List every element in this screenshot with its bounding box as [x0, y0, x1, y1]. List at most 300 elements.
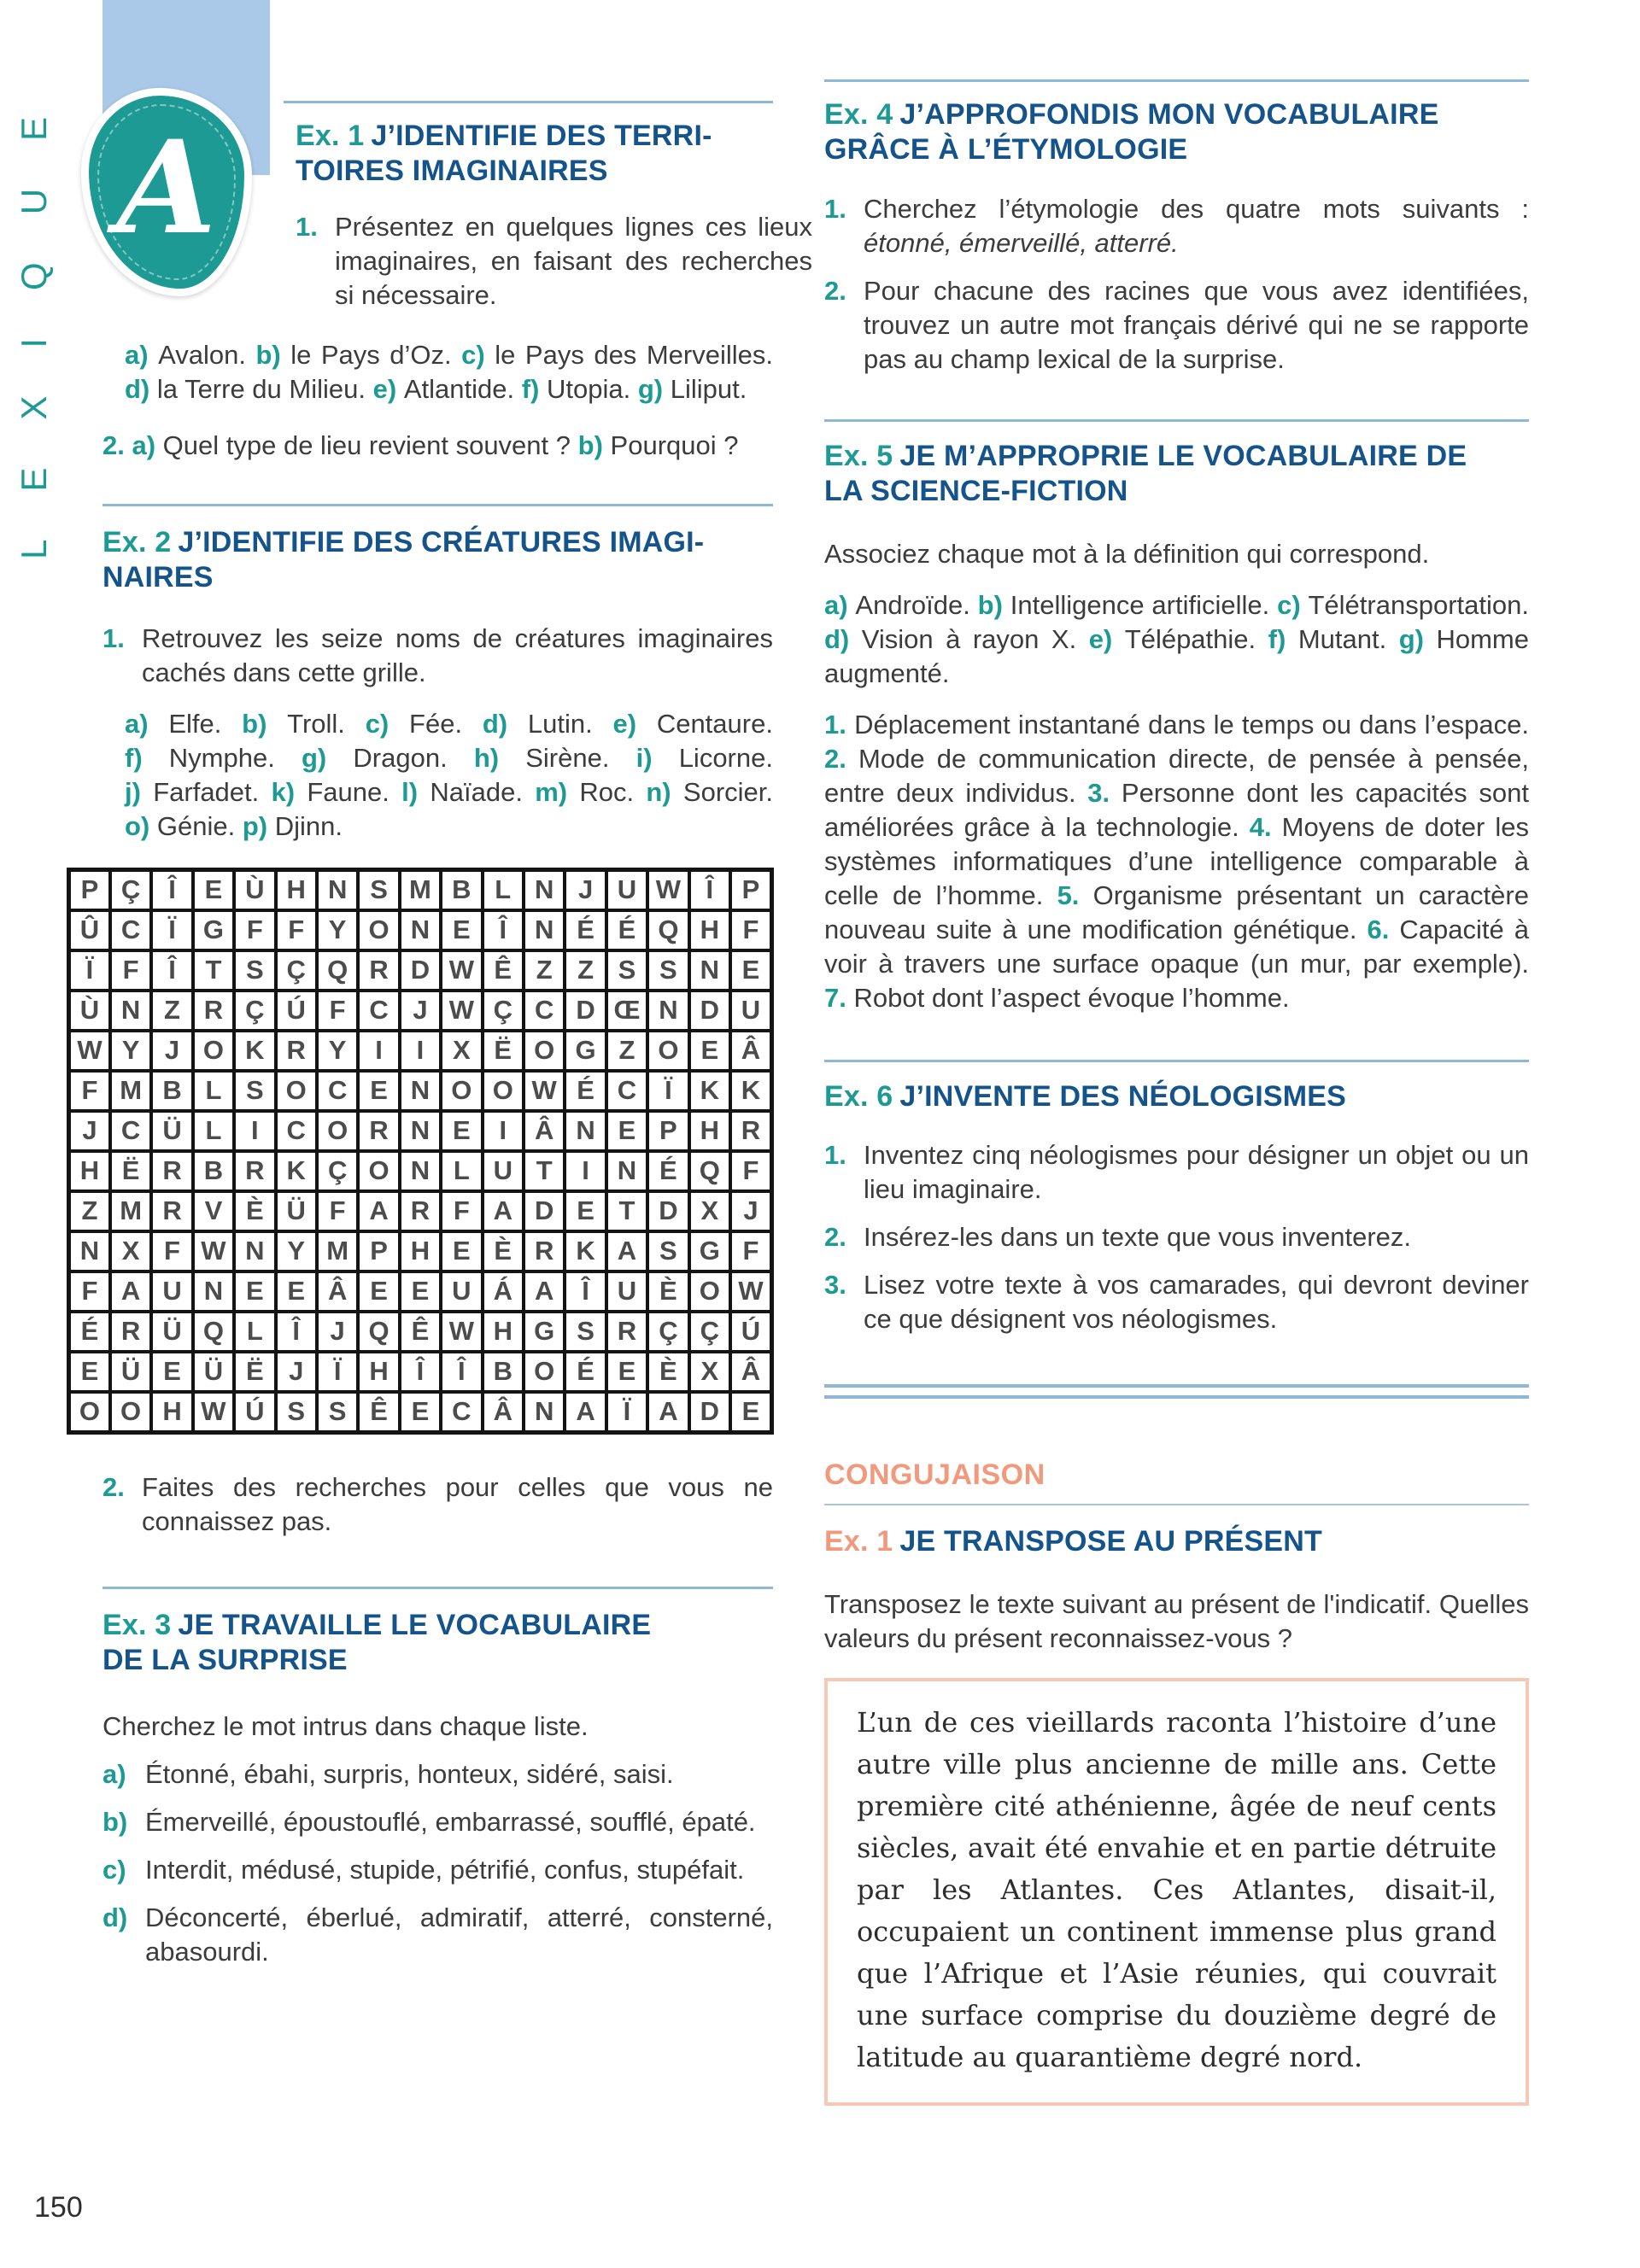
grid-cell: R — [606, 1312, 647, 1352]
grid-row — [69, 1271, 772, 1312]
grid-cell: Q — [317, 950, 358, 991]
grid-cell: E — [358, 1071, 399, 1111]
right-column — [824, 0, 1529, 2106]
list-text: Farfadet. — [153, 776, 260, 807]
list-marker: g) — [1398, 623, 1424, 654]
grid-row — [69, 1352, 772, 1392]
grid-cell: H — [276, 869, 317, 910]
exercise-number: Ex. 1 — [824, 1525, 893, 1558]
sidebar-label-text: LEXIQUE — [14, 68, 54, 559]
grid-cell: È — [234, 1191, 275, 1231]
list-text: le Pays d’Oz. — [290, 339, 452, 370]
list-text: Naïade. — [430, 776, 523, 807]
grid-cell: N — [317, 869, 358, 910]
grid-cell: Q — [193, 1312, 234, 1352]
grid-cell: Ë — [110, 1151, 151, 1191]
grid-cell: R — [193, 991, 234, 1031]
grid-cell: C — [110, 910, 151, 950]
list-text: Capacité à voir à travers une surface opaque (un mur, par exemple). — [824, 914, 1529, 979]
grid-cell: R — [234, 1151, 275, 1191]
exercise-title-line2: LA SCIENCE-FICTION — [824, 475, 1128, 508]
exercise-number: Ex. 6 — [824, 1079, 893, 1113]
exercise-number: Ex. 1 — [296, 120, 365, 152]
grid-cell: W — [647, 869, 688, 910]
grid-cell: P — [358, 1231, 399, 1271]
grid-cell: P — [730, 869, 772, 910]
list-text: Avalon. — [158, 339, 246, 370]
grid-cell: J — [151, 1031, 192, 1071]
list-marker: 4. — [1249, 811, 1272, 842]
grid-cell: H — [151, 1392, 192, 1433]
grid-cell: N — [606, 1151, 647, 1191]
grid-cell: Â — [317, 1271, 358, 1312]
list-marker: d) — [824, 623, 850, 654]
exercise-5-heading — [824, 439, 1529, 510]
letter-item — [102, 1853, 773, 1887]
grid-cell: E — [689, 1031, 730, 1071]
grid-cell: Î — [483, 910, 524, 950]
grid-cell: N — [110, 991, 151, 1031]
grid-cell: R — [358, 950, 399, 991]
grid-row — [69, 1031, 772, 1071]
section-divider — [102, 1587, 773, 1589]
word-list-flow — [824, 588, 1529, 691]
grid-cell: Y — [317, 910, 358, 950]
grid-cell: N — [400, 1151, 441, 1191]
grid-cell: E — [358, 1271, 399, 1312]
grid-cell: S — [606, 950, 647, 991]
grid-cell: R — [110, 1312, 151, 1352]
grid-cell: F — [730, 1231, 772, 1271]
grid-cell: H — [689, 1111, 730, 1151]
grid-cell: Ç — [647, 1312, 688, 1352]
list-marker: f) — [125, 742, 143, 773]
exercise-title-line2: NAIRES — [102, 561, 214, 594]
list-marker: c) — [461, 339, 485, 370]
list-marker: c) — [1277, 589, 1301, 620]
grid-cell: I — [483, 1111, 524, 1151]
grid-cell: Ï — [69, 950, 110, 991]
grid-cell: U — [483, 1151, 524, 1191]
grid-cell: Q — [647, 910, 688, 950]
grid-cell: Ù — [69, 991, 110, 1031]
grid-cell: Z — [606, 1031, 647, 1071]
grid-cell: R — [151, 1191, 192, 1231]
grid-cell: Y — [110, 1031, 151, 1071]
grid-cell: R — [730, 1111, 772, 1151]
numbered-item — [824, 1220, 1529, 1254]
grid-cell: É — [606, 910, 647, 950]
grid-row — [69, 1111, 772, 1151]
list-text: Dragon. — [353, 742, 448, 773]
grid-cell: X — [689, 1352, 730, 1392]
grid-cell: E — [565, 1191, 606, 1231]
grid-cell: M — [110, 1071, 151, 1111]
item-number: 3. — [824, 1270, 846, 1301]
grid-cell: A — [524, 1271, 565, 1312]
grid-cell: È — [647, 1271, 688, 1312]
grid-cell: O — [193, 1031, 234, 1071]
list-marker: 1. — [824, 709, 846, 739]
list-text: Quel type de lieu revient souvent ? — [162, 430, 571, 460]
left-column — [77, 0, 812, 1969]
grid-cell: K — [565, 1231, 606, 1271]
grid-cell: E — [151, 1352, 192, 1392]
grid-cell: Ü — [276, 1191, 317, 1231]
grid-cell: N — [524, 1392, 565, 1433]
exercise-5-intro: Associez chaque mot à la définition qui correspond. — [824, 538, 1430, 569]
grid-cell: N — [524, 869, 565, 910]
grid-cell: U — [151, 1271, 192, 1312]
grid-cell: X — [441, 1031, 482, 1071]
list-text: Androïde. — [855, 589, 970, 620]
grid-cell: Ç — [689, 1312, 730, 1352]
list-text: Atlantide. — [403, 373, 515, 404]
grid-cell: G — [565, 1031, 606, 1071]
grid-cell: C — [317, 1071, 358, 1111]
grid-cell: C — [606, 1071, 647, 1111]
grid-cell: S — [565, 1312, 606, 1352]
grid-cell: Z — [565, 950, 606, 991]
list-text: Djinn. — [274, 810, 343, 841]
grid-cell: W — [193, 1231, 234, 1271]
grid-cell: D — [689, 991, 730, 1031]
list-text: Personne dont les capacités sont améliorées grâce à la technologie. — [824, 777, 1529, 842]
list-text: Pourquoi ? — [610, 430, 739, 460]
item-text: Interdit, médusé, stupide, pétrifié, confus, stupéfait. — [145, 1854, 745, 1885]
section-divider — [102, 504, 773, 506]
list-text: Télétransportation. — [1308, 589, 1529, 620]
grid-cell: Q — [689, 1151, 730, 1191]
grid-cell: S — [358, 869, 399, 910]
grid-cell: S — [647, 1231, 688, 1271]
list-text: Liliput. — [670, 373, 747, 404]
grid-cell: Î — [441, 1352, 482, 1392]
grid-cell: M — [317, 1231, 358, 1271]
grid-row — [69, 1151, 772, 1191]
item-text: Insérez-les dans un texte que vous inventerez. — [864, 1222, 1412, 1253]
list-marker: 6. — [1367, 914, 1390, 944]
grid-cell: R — [276, 1031, 317, 1071]
grid-cell: A — [110, 1271, 151, 1312]
grid-cell: Ü — [151, 1111, 192, 1151]
word-search-wrapper — [67, 868, 773, 1435]
grid-cell: E — [606, 1352, 647, 1392]
list-marker: 3. — [1087, 777, 1110, 808]
grid-cell: N — [689, 950, 730, 991]
grid-cell: Ç — [110, 869, 151, 910]
grid-cell: W — [69, 1031, 110, 1071]
grid-cell: Î — [565, 1271, 606, 1312]
grid-cell: Ç — [234, 991, 275, 1031]
grid-cell: E — [441, 1111, 482, 1151]
section-divider — [824, 1060, 1529, 1062]
grid-cell: O — [358, 910, 399, 950]
list-marker: c) — [365, 708, 390, 739]
grid-cell: I — [565, 1151, 606, 1191]
grid-cell: Ú — [730, 1312, 772, 1352]
item-letter: d) — [102, 1902, 128, 1932]
grid-cell: Ï — [606, 1392, 647, 1433]
list-marker: a) — [125, 708, 149, 739]
grid-cell: H — [483, 1312, 524, 1352]
grid-cell: G — [524, 1312, 565, 1352]
list-text: Sirène. — [525, 742, 610, 773]
grid-row — [69, 1392, 772, 1433]
grid-cell: F — [730, 1151, 772, 1191]
exercise-3-heading — [102, 1608, 773, 1679]
item-text: Émerveillé, époustouflé, embarrassé, soufflé, épaté. — [145, 1806, 756, 1837]
item-text: Lisez votre texte à vos camarades, qui devront deviner ce que désignent vos néologismes. — [864, 1270, 1529, 1335]
grid-cell: Â — [524, 1111, 565, 1151]
list-text: Troll. — [287, 708, 345, 739]
grid-cell: F — [441, 1191, 482, 1231]
grid-cell: K — [234, 1031, 275, 1071]
item-text: Étonné, ébahi, surpris, honteux, sidéré, saisi. — [145, 1758, 674, 1789]
grid-cell: T — [193, 950, 234, 991]
exercise-number: Ex. 3 — [102, 1608, 172, 1641]
list-marker: g) — [637, 373, 664, 404]
section-divider — [824, 79, 1529, 82]
list-marker: m) — [535, 776, 568, 807]
numbered-item — [102, 1470, 773, 1539]
grid-cell: D — [689, 1392, 730, 1433]
section-divider — [824, 419, 1529, 422]
grid-cell: C — [276, 1111, 317, 1151]
grid-cell: É — [565, 1352, 606, 1392]
grid-cell: H — [400, 1231, 441, 1271]
list-text: Robot dont l’aspect évoque l’homme. — [853, 982, 1290, 1013]
grid-cell: E — [730, 1392, 772, 1433]
grid-cell: P — [69, 869, 110, 910]
numbered-item — [824, 274, 1529, 377]
exercise-3-intro: Cherchez le mot intrus dans chaque liste. — [102, 1710, 589, 1741]
conjugaison-exercise-1-heading — [824, 1524, 1529, 1559]
grid-cell: O — [524, 1031, 565, 1071]
grid-cell: S — [234, 950, 275, 991]
grid-cell: E — [441, 1231, 482, 1271]
item-text: Pour chacune des racines que vous avez identifiées, trouvez un autre mot français dérivé qui ne se rapporte pas au champ lexical de la surprise. — [864, 275, 1529, 374]
grid-cell: S — [276, 1392, 317, 1433]
item-text: Faites des recherches pour celles que vous ne connaissez pas. — [142, 1471, 773, 1536]
list-marker: 5. — [1057, 880, 1080, 910]
grid-cell: Ú — [276, 991, 317, 1031]
grid-cell: Z — [151, 991, 192, 1031]
exercise-title: JE TRAVAILLE LE VOCABULAIRE — [178, 1608, 652, 1641]
grid-cell: C — [110, 1111, 151, 1151]
grid-cell: H — [689, 910, 730, 950]
sidebar-label — [14, 69, 55, 559]
grid-cell: O — [317, 1111, 358, 1151]
list-marker: a) — [824, 589, 848, 620]
grid-cell: I — [400, 1031, 441, 1071]
item-text: Déconcerté, éberlué, admiratif, atterré, consterné, abasourdi. — [145, 1902, 773, 1967]
grid-cell: Ê — [358, 1392, 399, 1433]
grid-cell: Z — [524, 950, 565, 991]
item-number: 1. — [824, 193, 846, 224]
numbered-item — [824, 192, 1529, 260]
list-marker: n) — [646, 776, 671, 807]
letter-item — [102, 1757, 773, 1792]
grid-cell: O — [441, 1071, 482, 1111]
exercise-title: JE TRANSPOSE AU PRÉSENT — [899, 1525, 1322, 1558]
grid-cell: U — [606, 1271, 647, 1312]
grid-row — [69, 991, 772, 1031]
grid-cell: Y — [276, 1231, 317, 1271]
grid-cell: K — [276, 1151, 317, 1191]
grid-cell: O — [69, 1392, 110, 1433]
grid-cell: F — [730, 910, 772, 950]
quote-box — [824, 1678, 1529, 2106]
exercise-title: JE M’APPROPRIE LE VOCABULAIRE DE — [899, 439, 1467, 472]
grid-cell: W — [441, 950, 482, 991]
grid-cell: N — [400, 1071, 441, 1111]
exercise-title: J’IDENTIFIE DES TERRI- — [371, 120, 712, 152]
grid-cell: N — [400, 1111, 441, 1151]
grid-cell: J — [400, 991, 441, 1031]
grid-row — [69, 1071, 772, 1111]
grid-cell: F — [69, 1271, 110, 1312]
list-text: Sorcier. — [682, 776, 774, 807]
grid-cell: Ü — [151, 1312, 192, 1352]
numbered-item — [102, 622, 773, 690]
grid-cell: U — [730, 991, 772, 1031]
grid-cell: D — [400, 950, 441, 991]
grid-cell: N — [193, 1271, 234, 1312]
grid-cell: S — [317, 1392, 358, 1433]
grid-cell: H — [358, 1352, 399, 1392]
section-end-divider — [824, 1384, 1529, 1399]
list-text: Centaure. — [656, 708, 773, 739]
grid-cell: E — [606, 1111, 647, 1151]
grid-cell: F — [317, 1191, 358, 1231]
grid-cell: L — [193, 1111, 234, 1151]
grid-cell: J — [730, 1191, 772, 1231]
grid-cell: Ê — [483, 950, 524, 991]
list-marker: h) — [473, 742, 500, 773]
grid-cell: Î — [689, 869, 730, 910]
list-text: Mutant. — [1297, 623, 1387, 654]
conjugaison-intro: Transposez le texte suivant au présent de l'indicatif. Quelles valeurs du présent reconnaissez-vous ? — [824, 1588, 1529, 1653]
exercise-2-heading — [102, 525, 773, 596]
grid-cell: P — [647, 1111, 688, 1151]
list-text: Télépathie. — [1124, 623, 1256, 654]
list-text: Mode de communication directe, de pensée à pensée, entre deux individus. — [824, 743, 1529, 808]
grid-cell: Â — [730, 1352, 772, 1392]
list-text: Licorne. — [678, 742, 773, 773]
list-text: Homme augmenté. — [824, 623, 1529, 688]
list-text: Cherchez l’étymologie des quatre mots suivants : — [864, 193, 1529, 224]
grid-cell: J — [565, 869, 606, 910]
item-text: Inventez cinq néologismes pour désigner un objet ou un lieu imaginaire. — [864, 1140, 1529, 1205]
grid-cell: W — [441, 991, 482, 1031]
list-marker: 7. — [824, 982, 846, 1013]
section-divider — [824, 1504, 1529, 1505]
item-number: 2. — [824, 1222, 846, 1253]
list-marker: e) — [1088, 623, 1113, 654]
grid-cell: S — [647, 950, 688, 991]
grid-cell: Ü — [193, 1352, 234, 1392]
list-marker: b) — [577, 430, 603, 460]
grid-cell: E — [193, 869, 234, 910]
exercise-title-line2: DE LA SURPRISE — [102, 1644, 348, 1677]
grid-cell: A — [565, 1392, 606, 1433]
exercise-6-heading — [824, 1079, 1529, 1114]
question-2-line — [102, 429, 773, 463]
grid-cell: A — [358, 1191, 399, 1231]
grid-cell: È — [647, 1352, 688, 1392]
grid-cell: L — [193, 1071, 234, 1111]
list-text: Intelligence artificielle. — [1010, 589, 1270, 620]
grid-cell: Ë — [483, 1031, 524, 1071]
list-marker: f) — [521, 373, 540, 404]
list-marker: d) — [482, 708, 508, 739]
conjugaison-section-label: CONGUJAISON — [824, 1458, 1046, 1492]
grid-cell: S — [234, 1071, 275, 1111]
item-letter: c) — [102, 1854, 126, 1885]
grid-cell: F — [110, 950, 151, 991]
grid-row — [69, 1191, 772, 1231]
quote-text: L’un de ces vieillards raconta l’histoire d’une autre ville plus ancienne de mille ans. Cette première cité athénienne, âgée de neuf cents siècles, avait été envahie et en partie détruite par les Atlantes. Ces Atlantes, disait-il, occupaient un continent immense plus grand que l’Afrique et l’Asie réunies, qui couvrait une surface comprise du douzième degré de latitude au quarantième degré nord. — [857, 1705, 1496, 2073]
list-marker: a) — [125, 339, 149, 370]
numbered-item — [824, 1138, 1529, 1207]
grid-cell: E — [400, 1392, 441, 1433]
grid-cell: U — [441, 1271, 482, 1312]
exercise-1-heading — [296, 119, 773, 190]
definitions-flow — [824, 708, 1529, 1015]
grid-row — [69, 1312, 772, 1352]
grid-cell: B — [193, 1151, 234, 1191]
list-text: Déplacement instantané dans le temps ou dans l’espace. — [854, 709, 1529, 739]
grid-cell: Î — [151, 869, 192, 910]
grid-cell: D — [565, 991, 606, 1031]
list-text: Génie. — [156, 810, 236, 841]
grid-cell: R — [151, 1151, 192, 1191]
grid-cell: É — [565, 1071, 606, 1111]
grid-cell: Ê — [400, 1312, 441, 1352]
list-marker: l) — [401, 776, 419, 807]
grid-cell: I — [358, 1031, 399, 1071]
grid-cell: R — [524, 1231, 565, 1271]
exercise-number: Ex. 5 — [824, 439, 893, 472]
list-text: Nymphe. — [168, 742, 275, 773]
grid-cell: E — [400, 1271, 441, 1312]
grid-cell: Â — [730, 1031, 772, 1071]
list-text: le Pays des Merveilles. — [495, 339, 773, 370]
grid-cell: Ü — [110, 1352, 151, 1392]
list-text: Fée. — [409, 708, 463, 739]
grid-cell: F — [317, 991, 358, 1031]
grid-cell: Y — [317, 1031, 358, 1071]
list-text: Lutin. — [527, 708, 593, 739]
grid-cell: W — [193, 1392, 234, 1433]
list-marker: j) — [125, 776, 141, 807]
exercise-number: Ex. 4 — [824, 98, 893, 131]
grid-cell: Ï — [647, 1071, 688, 1111]
list-marker: d) — [125, 373, 150, 404]
grid-cell: Ç — [317, 1151, 358, 1191]
grid-cell: E — [441, 910, 482, 950]
grid-cell: E — [69, 1352, 110, 1392]
grid-cell: Â — [483, 1392, 524, 1433]
grid-cell: G — [193, 910, 234, 950]
grid-cell: Î — [276, 1312, 317, 1352]
grid-cell: N — [647, 991, 688, 1031]
grid-cell: W — [730, 1271, 772, 1312]
grid-cell: F — [276, 910, 317, 950]
exercise-title-line2: TOIRES IMAGINAIRES — [296, 155, 608, 188]
list-marker: 2. a) — [102, 430, 156, 460]
